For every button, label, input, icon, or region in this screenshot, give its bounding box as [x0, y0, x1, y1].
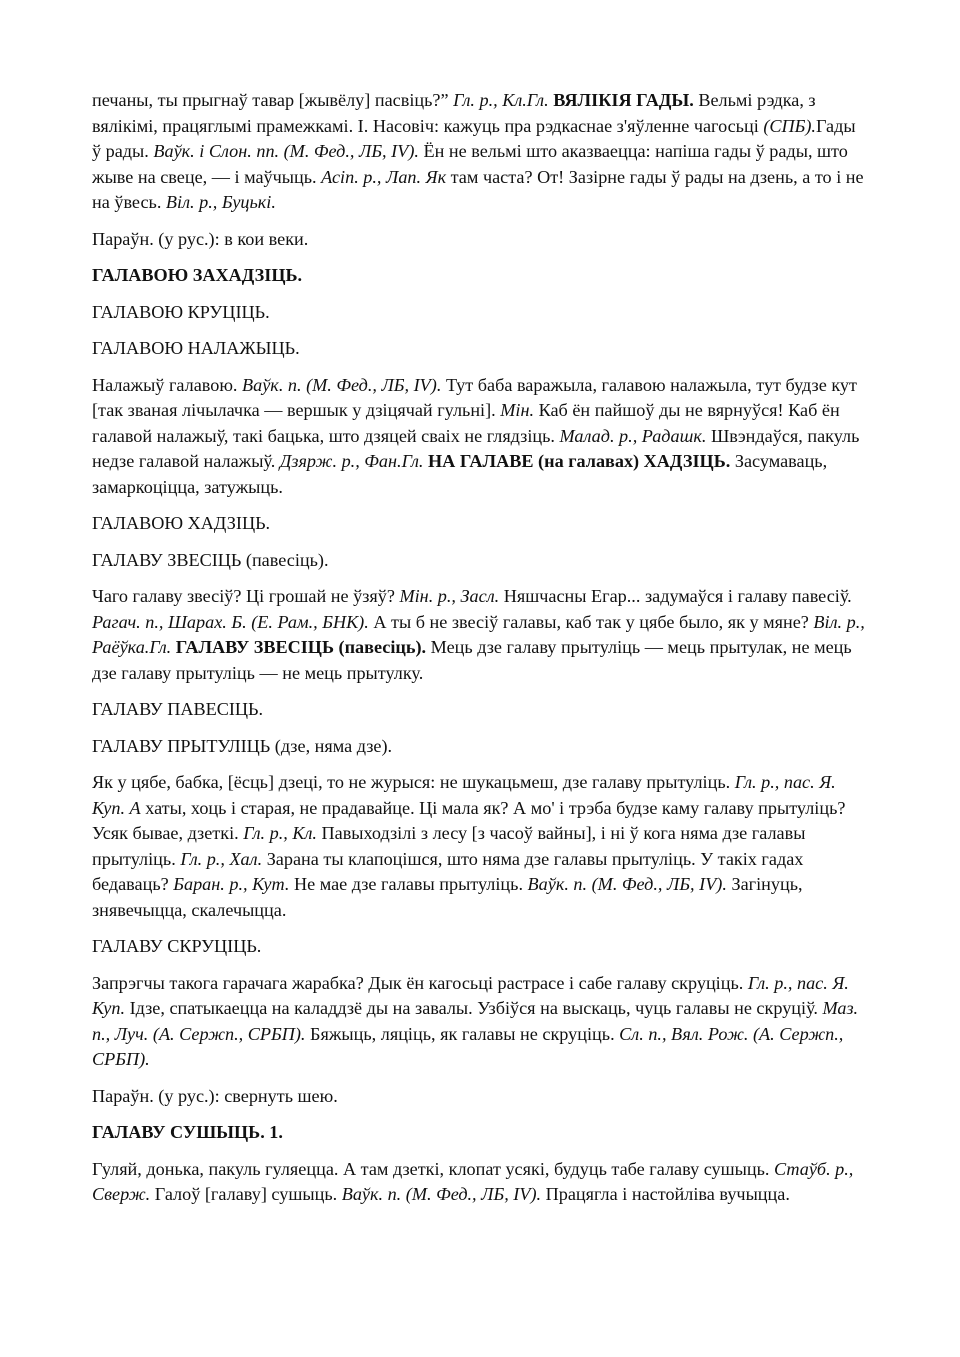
- source-citation: Віл. р., Раёўка.Гл.: [92, 611, 865, 657]
- source-citation: Гл. р., пас. Я. Куп. А: [92, 772, 836, 818]
- paragraph: [92, 227, 868, 253]
- text-run: Ён не вельмі што аказваецца: напіша гады ў рады, што жыве на свеце, — і маўчыць.: [92, 141, 848, 187]
- text-run: Швэндаўся, пакуль недзе галавой налажыў.: [92, 425, 860, 471]
- source-citation: Баран. р., Кут.: [173, 874, 290, 894]
- text-run: ГАЛАВУ ПАВЕСІЦЬ.: [92, 699, 264, 719]
- source-citation: Асіп. р., Лап.: [321, 166, 422, 187]
- source-citation: Ваўк. п. (М. Фед., ЛБ, IV).: [527, 874, 727, 894]
- headword: ГАЛАВОЮ ЗАХАДЗІЦЬ.: [92, 265, 303, 285]
- text-run: печаны, ты прыгнаў тавар [жывёлу] пасвіць?”: [92, 90, 454, 110]
- text-run: Параўн. (у рус.): свернуть шею.: [92, 1085, 338, 1106]
- paragraph: [92, 1157, 868, 1208]
- text-run: ГАЛАВОЮ НАЛАЖЫЦЬ.: [92, 338, 300, 358]
- text-run: Павыходзілі з лесу [з часоў вайны], і ні ў кога няма дзе галавы прытуліць.: [92, 823, 806, 869]
- source-citation: Гл. р., пас. Я. Куп.: [92, 972, 849, 1018]
- text-run: ГАЛАВУ ПРЫТУЛІЦЬ (дзе, няма дзе).: [92, 735, 393, 756]
- headword: ВЯЛІКІЯ ГАДЫ.: [553, 90, 694, 110]
- text-run: Мець дзе галаву прытуліць — мець прытулак, не мець дзе галаву прытуліць — не мець прытулку.: [92, 637, 852, 683]
- text-run: Тут баба варажыла, галавою налажыла, тут будзе кут [так званая лічылачка — вершык у дзіцячай гульні].: [92, 374, 857, 420]
- paragraph: [92, 934, 868, 960]
- source-citation: Ваўк. і Слон. пп. (М. Фед., ЛБ, IV).: [153, 141, 419, 161]
- text-run: Як у цябе, бабка, [ёсць] дзеці, то не журыся: не шукацьмеш, дзе галаву прытуліць.: [92, 772, 735, 792]
- text-run: Запрэгчы такога гарачага жарабка? Дык ён кагосьці растрасе і сабе галаву скруціць.: [92, 972, 748, 993]
- text-run: Гуляй, донька, пакуль гуляецца. А там дзеткі, клопат усякі, будуць табе галаву сушыць.: [92, 1158, 775, 1179]
- text-run: Няшчасны Егар... задумаўся і галаву павесіў.: [499, 586, 852, 606]
- source-citation: Мін. р., Засл.: [399, 586, 500, 606]
- headword: ГАЛАВУ ЗВЕСІЦЬ (павесіць).: [175, 637, 427, 657]
- source-citation: Ваўк. п. (М. Фед., ЛБ, IV).: [341, 1184, 542, 1204]
- paragraph: [92, 300, 868, 326]
- source-citation: Стаўб. р., Сверж.: [92, 1158, 854, 1204]
- paragraph: [92, 971, 868, 1073]
- paragraph: [92, 88, 868, 216]
- source-citation: Гл. р., Кл.Гл.: [453, 90, 549, 110]
- paragraph: [92, 1120, 868, 1146]
- paragraph: [92, 584, 868, 686]
- text-run: ГАЛАВУ СКРУЦІЦЬ.: [92, 936, 262, 956]
- text-run: Не мае дзе галавы прытуліць.: [289, 874, 528, 894]
- source-citation: Сл. п., Вял. Рож. (А. Сержп., СРБП).: [92, 1023, 844, 1069]
- text-run: Бяжыць, ляціць, як галавы не скруціць.: [305, 1023, 620, 1044]
- paragraph: [92, 511, 868, 537]
- paragraph: [92, 697, 868, 723]
- source-citation: Рагач. п., Шарах. Б. (Е. Рам., БНК).: [92, 611, 369, 632]
- source-citation: (СПБ).: [763, 115, 816, 136]
- paragraph: [92, 548, 868, 574]
- text-run: ГАЛАВОЮ КРУЦІЦЬ.: [92, 301, 270, 322]
- text-run: Параўн. (у рус.): в кои веки.: [92, 228, 309, 249]
- source-citation: Дзярж. р., Фан.Гл.: [279, 451, 424, 471]
- headword: НА ГАЛАВЕ (на галавах) ХАДЗІЦЬ.: [428, 451, 731, 471]
- paragraph: [92, 734, 868, 760]
- text-run: Загінуць, знявечыцца, скалечыцца.: [92, 874, 803, 920]
- text-run: А ты б не звесіў галавы, каб так у цябе было, як у мяне?: [368, 611, 814, 632]
- source-citation: Гл. р., Кл.: [243, 823, 317, 843]
- text-run: там часта? От! Зазірне гады ў рады на дзень, а то і не на ўвесь.: [92, 166, 864, 212]
- headword: ГАЛАВУ СУШЫЦЬ. 1.: [92, 1122, 283, 1142]
- source-citation: Як: [425, 166, 447, 187]
- text-run: Вельмі рэдка, з вялікімі, працяглымі прамежкамі. І. Насовіч: кажуць пра рэдкаснае з'яўленне чагосьці: [92, 90, 816, 136]
- paragraph: [92, 336, 868, 362]
- text-run: Гады ў рады.: [92, 115, 856, 161]
- text-run: Працягла і настойліва вучыцца.: [541, 1184, 790, 1204]
- text-run: Зарана ты клапоцішся, што няма дзе галавы прытуліць. У такіх гадах бедаваць?: [92, 848, 804, 894]
- text-run: Каб ён пайшоў ды не вярнуўся! Каб ён галавой налажыў, такі бацька, што дзяцей сваіх не глядзіць.: [92, 400, 840, 446]
- source-citation: Малад. р., Радашк.: [559, 425, 707, 446]
- text-run: Налажыў галавою.: [92, 374, 243, 395]
- text-run: Засумаваць, замаркоціцца, затужыць.: [92, 451, 828, 497]
- source-citation: Гл. р., Хал.: [180, 848, 263, 869]
- document-page: [92, 88, 868, 1219]
- text-run: ГАЛАВУ ЗВЕСІЦЬ (павесіць).: [92, 549, 329, 570]
- paragraph: [92, 263, 868, 289]
- source-citation: Віл. р., Буцькі.: [165, 192, 276, 212]
- text-run: хаты, хоць і старая, не прадавайце. Ці мала як? А мо' і трэба будзе каму галаву прытуліць? Усяк бывае, дзеткі.: [92, 797, 846, 843]
- text-run: ГАЛАВОЮ ХАДЗІЦЬ.: [92, 513, 271, 533]
- source-citation: Мін.: [500, 400, 535, 420]
- source-citation: Маз. п., Луч. (А. Сержп., СРБП).: [92, 998, 859, 1044]
- paragraph: [92, 373, 868, 501]
- text-run: Ідзе, спатыкаецца на каладдзё ды на завалы. Узбіўся на выскаць, чуць галавы не скруціў.: [125, 998, 823, 1018]
- source-citation: Ваўк. п. (М. Фед., ЛБ, IV).: [242, 374, 442, 395]
- text-run: Галоў [галаву] сушыць.: [150, 1184, 342, 1204]
- paragraph: [92, 1084, 868, 1110]
- text-run: Чаго галаву звесіў? Ці грошай не ўзяў?: [92, 586, 400, 606]
- paragraph: [92, 770, 868, 923]
